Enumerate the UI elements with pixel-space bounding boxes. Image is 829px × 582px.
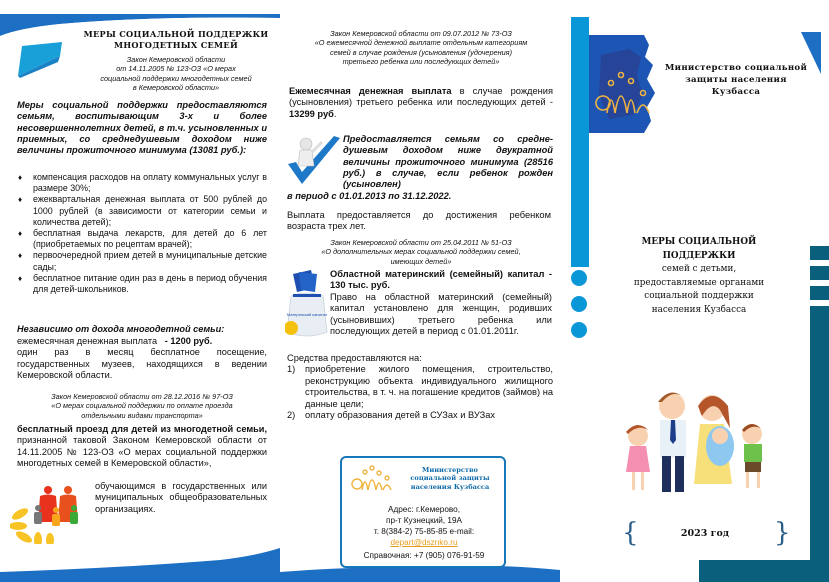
- list-item: [17, 194, 267, 228]
- boy-figure: [742, 424, 762, 488]
- law-line: в Кемеровской области»: [132, 82, 220, 92]
- reference-phone: Справочная: +7 (905) 076-91-59: [363, 551, 485, 560]
- decorative-dot: [571, 270, 587, 286]
- monthly-payment-line: [17, 336, 267, 348]
- teal-bottom-bar: [699, 560, 829, 582]
- list-item-text: бесплатное питание один раз в день в период обучения для детей-школьников.: [33, 272, 267, 295]
- contact-card: [340, 456, 506, 568]
- ministry-line: защиты населения: [685, 75, 787, 85]
- title-line: МНОГОДЕТНЫХ СЕМЕЙ: [113, 40, 238, 50]
- payment-value: - 1200 руб.: [164, 335, 213, 346]
- law-line: «О мерах социальной поддержки по оплате проезда: [51, 401, 233, 411]
- panel-cover: [560, 0, 829, 582]
- cartoon-family-illustration: [620, 380, 780, 500]
- title-line: МЕРЫ СОЦИАЛЬНОЙ ПОДДЕРЖКИ: [83, 29, 269, 39]
- law-line: Закон Кемеровской области: [126, 55, 226, 64]
- law-line: третьего ребенка или последующих детей»: [342, 56, 500, 66]
- teal-square: [810, 286, 829, 300]
- section-heading: Независимо от дохода многодетной семьи:: [17, 324, 225, 334]
- org-line: населения Кузбасса: [410, 482, 490, 491]
- title-line: МЕРЫ СОЦИАЛЬНОЙ ПОДДЕРЖКИ: [641, 237, 757, 261]
- list-item-text: первоочередной прием детей в муниципальные детские сады;: [33, 250, 267, 272]
- phone-line: т. 8(384-2) 75-85-85 e-mail:: [373, 527, 475, 536]
- decorative-dot: [571, 322, 587, 338]
- list-item-text: компенсация расходов на оплату коммунальных услуг в размере 30%;: [33, 172, 267, 194]
- decorative-dot: [571, 296, 587, 312]
- law-reference: [78, 55, 274, 92]
- title-line: семей с детьми,: [661, 264, 737, 275]
- monthly-payment-heading: Ежемесячная денежная выплата: [289, 86, 452, 96]
- law-line: отдельными видами транспорта»: [81, 410, 203, 420]
- teal-square: [810, 266, 829, 280]
- checkmark-person-icon: [284, 134, 342, 188]
- left-brace: {: [622, 518, 639, 548]
- eligibility-period: в период с 01.01.2013 по 31.12.2022.: [287, 191, 452, 201]
- address-line: пр-т Кузнецкий, 19А: [386, 516, 462, 525]
- address-line: Адрес: г.Кемерово,: [388, 505, 460, 514]
- contact-address: [344, 504, 504, 548]
- list-item: [17, 172, 267, 194]
- list-number: 2): [287, 410, 296, 421]
- ministry-title: [658, 62, 814, 98]
- title-line: населения Кузбасса: [651, 304, 747, 315]
- museum-text: один раз в месяц бесплатное посещение, государственных музеев, находящихся в ведении Кемеровской области.: [17, 347, 267, 381]
- list-item-text: оплату образования детей в СУЗах и ВУЗах: [305, 410, 496, 421]
- payment-label: ежемесячная денежная выплата: [17, 335, 158, 346]
- diamond-bullet-icon: ♦: [18, 273, 23, 283]
- law-line: «О ежемесячной денежной выплате отдельным категориям: [314, 38, 528, 48]
- diamond-bullet-icon: ♦: [18, 229, 23, 239]
- monthly-payment-value: 13299 руб: [289, 108, 334, 119]
- law-line: от 14.11.2005 № 123-ОЗ «О мерах: [116, 64, 236, 74]
- funds-usage-heading: Средства предоставляются на:: [287, 353, 422, 363]
- maternity-capital-body: Право на областной материнский (семейный) капитал установлено для женщин, родивших (усыновивших) третьего ребенка или последующих детей в период с 01.01.2011г.: [330, 292, 552, 337]
- list-item: [287, 364, 553, 410]
- title-line: социальной поддержки: [644, 291, 754, 302]
- ministry-name: [397, 466, 503, 491]
- ministry-line: Кузбасса: [711, 87, 761, 97]
- diamond-bullet-icon: ♦: [18, 173, 23, 182]
- accent-bar: [571, 17, 589, 267]
- punctuation: .: [333, 108, 337, 119]
- teal-square: [810, 246, 829, 260]
- mother-figure: [694, 395, 734, 484]
- funds-usage: [287, 353, 553, 421]
- diamond-bullet-icon: ♦: [18, 251, 23, 261]
- list-item-text: приобретение жилого помещения, строительство, реконструкцию объекта индивидуального жилищного строительства, в т. ч. на погашение кредитов (займов) на данные цели;: [305, 364, 553, 409]
- law-line: «О дополнительных мерах социальной поддержки семей,: [321, 247, 521, 257]
- free-travel-text: [17, 424, 267, 469]
- ministry-line: Министерство социальной: [664, 63, 808, 73]
- org-line: социальной защиты: [410, 474, 490, 483]
- free-travel-text-cont: обучающимся в государственных или муниципальных общеобразовательных организациях.: [95, 481, 267, 514]
- list-item-text: ежеквартальная денежная выплата от 500 рублей до 1000 рублей (в зависимости от категории семьи и количества детей);: [33, 194, 267, 227]
- funds-usage-list: [287, 364, 553, 421]
- maternity-capital-title: Областной материнский (семейный) капитал - 130 тыс. руб.: [330, 269, 552, 291]
- panel-large-families: [0, 0, 280, 582]
- father-figure: [658, 392, 686, 492]
- panel1-title: [78, 29, 274, 51]
- social-grants-logo: [14, 36, 72, 80]
- year-label: 2023 год: [680, 528, 730, 539]
- list-item: [17, 273, 267, 295]
- monthly-payment-body: в случае рождения (усыновления) третьего ребенка или последующих детей -: [289, 86, 554, 108]
- law-line: Закон Кемеровской области от 28.12.2016 № 97-ОЗ: [51, 392, 233, 401]
- free-travel-heading: бесплатный проезд для детей из многодетной семьи,: [17, 424, 267, 434]
- teal-side-bar: [810, 306, 829, 582]
- law-reference: [22, 392, 262, 420]
- law-line: социальной поддержки многодетных семей: [100, 73, 252, 83]
- bag-label: Материнский капитал: [286, 312, 328, 317]
- title-line: предоставляемые органами: [633, 277, 765, 288]
- law-line: семей в случае рождения (усыновления (удочерения): [329, 47, 513, 57]
- list-item: [17, 250, 267, 272]
- list-number: 1): [287, 364, 296, 375]
- diamond-bullet-icon: ♦: [18, 195, 23, 205]
- law-reference: [290, 29, 552, 66]
- list-item: [287, 410, 553, 421]
- brochure-title: [604, 236, 794, 318]
- law-line: Закон Кемеровской области от 09.07.2012 № 73-ОЗ: [330, 29, 512, 38]
- free-travel-body: признанной таковой Законом Кемеровской области от 14.11.2005 № 123-ОЗ «О мерах социальной поддержки многодетных семей в Кемеровской области»,: [17, 435, 267, 468]
- email-link[interactable]: depart@dsznko.ru: [390, 538, 458, 547]
- law-line: имеющих детей»: [390, 256, 452, 266]
- eligibility-lead: Меры социальной поддержки предоставляются семьям, воспитывающим 3-х и более несовершеннолетних детей, в т.ч. усыновленных и приемных, со среднедушевым доходом ниже величины прожиточного минимума (13081 руб.):: [17, 100, 267, 156]
- eligibility-condition: Предоставляется семьям со среднедушевым доходом ниже двукратной величины прожиточного минимума (28516 руб.) в случае, если ребенок рожден (усыновлен): [343, 134, 553, 190]
- right-brace: }: [774, 518, 791, 548]
- family-sun-logo: [10, 484, 92, 544]
- payment-duration: Выплата предоставляется до достижения ребенком возраста трех лет.: [287, 210, 551, 232]
- independent-benefits: [17, 324, 267, 382]
- list-item: [17, 228, 267, 250]
- law-reference: [290, 238, 552, 266]
- girl-figure: [626, 425, 650, 490]
- list-item-text: бесплатная выдача лекарств, для детей до 6 лет (приобретаемых по рецептам врачей);: [33, 228, 267, 250]
- blue-swoosh-bottom: [0, 548, 280, 582]
- org-line: Министерство: [422, 466, 478, 474]
- money-bag-icon: [285, 270, 329, 340]
- benefits-list: [17, 172, 267, 295]
- monthly-payment-text: [289, 86, 553, 120]
- ministry-family-logo: [348, 464, 394, 492]
- logo-flag-icon: [14, 36, 72, 80]
- panel-third-child: [280, 0, 560, 582]
- law-line: Закон Кемеровской области от 25.04.2011 № 51-ОЗ: [330, 238, 512, 247]
